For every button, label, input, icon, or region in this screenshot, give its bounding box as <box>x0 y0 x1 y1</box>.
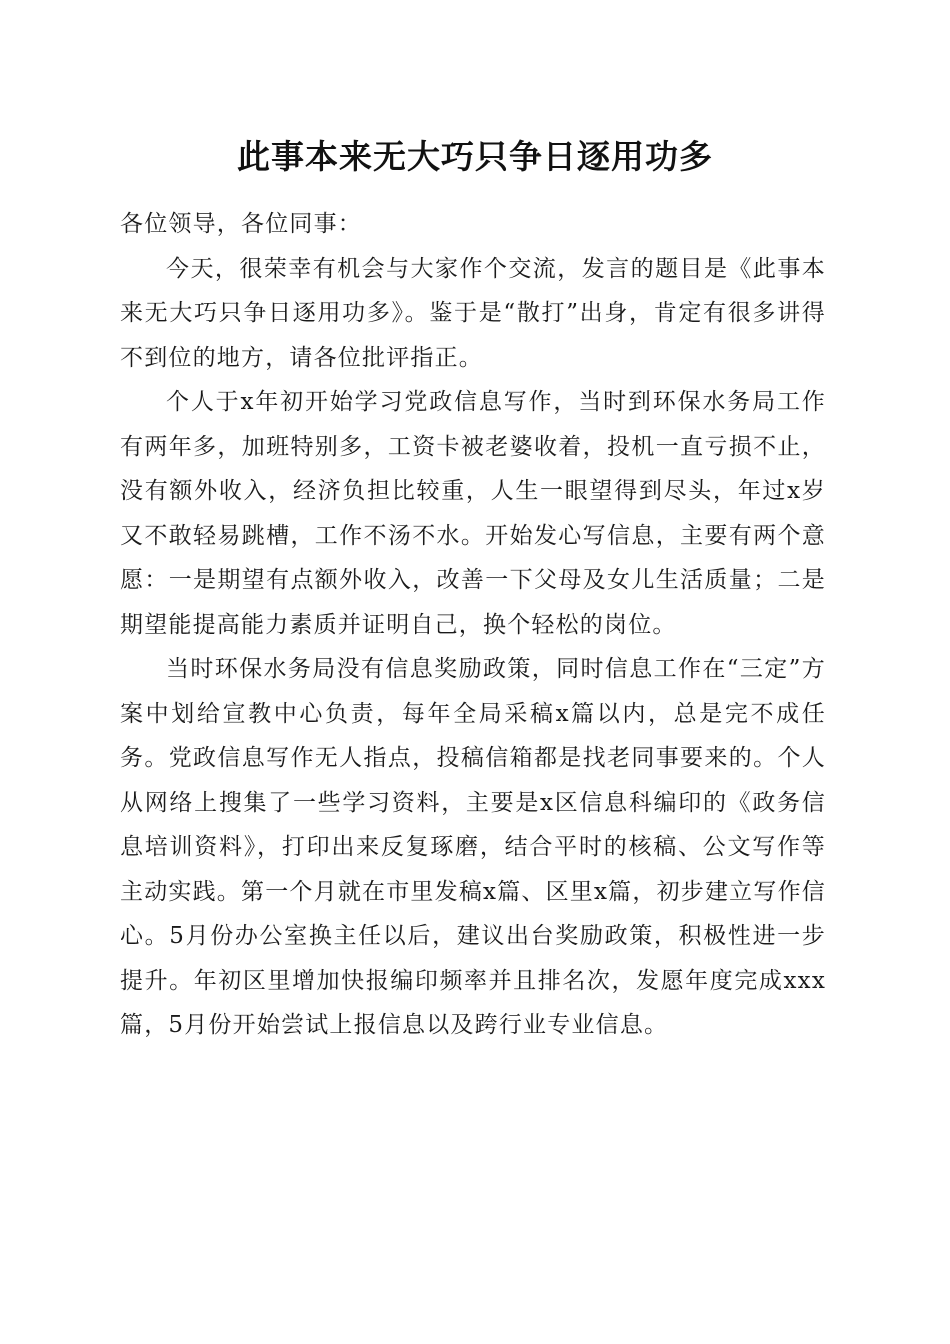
paragraph: 今天，很荣幸有机会与大家作个交流，发言的题目是《此事本来无大巧只争日逐用功多》。鉴于是“散打”出身，肯定有很多讲得不到位的地方，请各位批评指正。 <box>120 255 826 371</box>
document-title: 此事本来无大巧只争日逐用功多 <box>237 137 713 176</box>
paragraph: 个人于x年初开始学习党政信息写作，当时到环保水务局工作有两年多，加班特别多，工资卡被老婆收着，投机一直亏损不止，没有额外收入，经济负担比较重，人生一眼望得到尽头，年过x岁又不敢轻易跳槽，工作不汤不水。开始发心写信息，主要有两个意愿：一是期望有点额外收入，改善一下父母及女儿生活质量；二是期望能提高能力素质并证明自己，换个轻松的岗位。 <box>120 389 826 638</box>
salutation: 各位领导，各位同事： <box>120 211 362 237</box>
paragraph: 当时环保水务局没有信息奖励政策，同时信息工作在“三定”方案中划给宣教中心负责，每年全局采稿x篇以内，总是完不成任务。党政信息写作无人指点，投稿信箱都是找老同事要来的。个人从网络上搜集了一些学习资料，主要是x区信息科编印的《政务信息培训资料》，打印出来反复琢磨，结合平时的核稿、公文写作等主动实践。第一个月就在市里发稿x篇、区里x篇，初步建立写作信心。5月份办公室换主任以后，建议出台奖励政策，积极性进一步提升。年初区里增加快报编印频率并且排名次，发愿年度完成xxx篇，5月份开始尝试上报信息以及跨行业专业信息。 <box>120 656 826 1038</box>
document-body <box>120 202 826 1048</box>
